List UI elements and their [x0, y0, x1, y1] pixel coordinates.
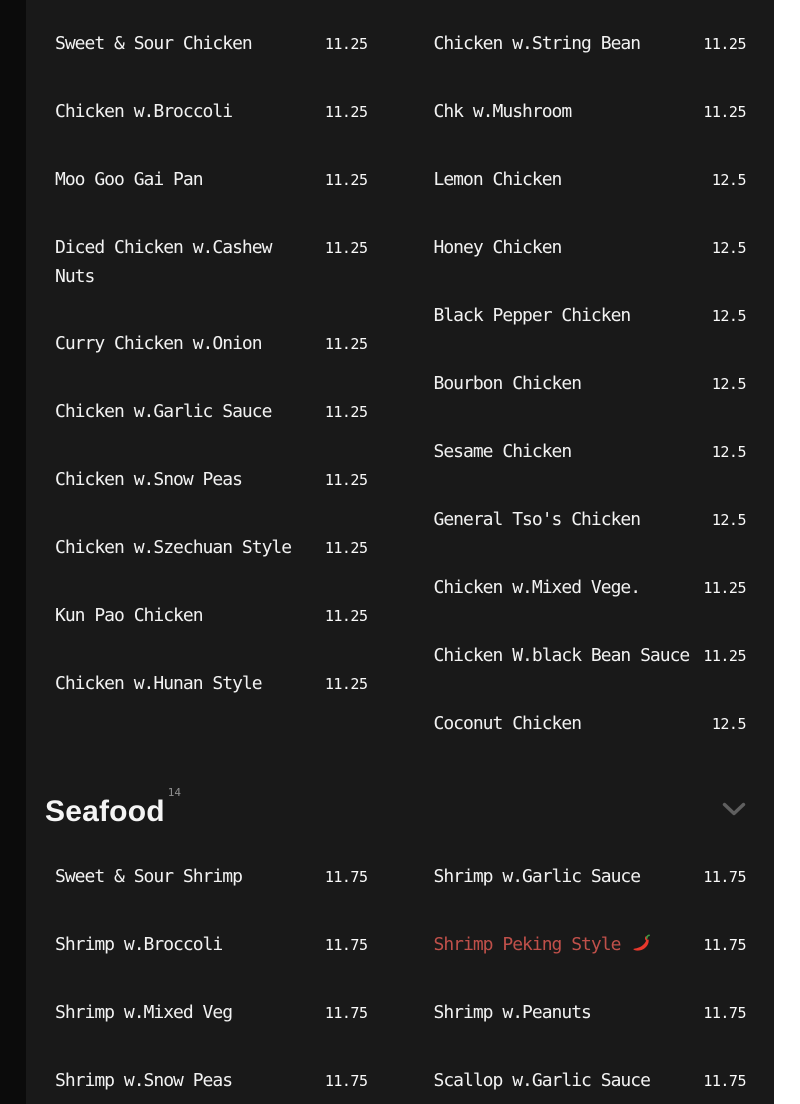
- menu-item-row[interactable]: [55, 911, 368, 979]
- section-item-count: 14: [167, 786, 181, 799]
- menu-item-name: Shrimp w.Peanuts: [433, 1002, 591, 1023]
- menu-item-name: Shrimp Peking Style: [434, 930, 696, 959]
- menu-item-name: Chicken w.Snow Peas: [55, 469, 242, 490]
- menu-item-price: 12.5: [711, 239, 746, 257]
- menu-item-price: 11.75: [324, 868, 368, 886]
- menu-column-left: [55, 843, 368, 1104]
- menu-item-name: Chicken w.Mixed Vege.: [433, 577, 641, 598]
- menu-item-price: 11.25: [324, 539, 368, 557]
- menu-item-row[interactable]: [434, 214, 747, 282]
- menu-item-name: Kun Pao Chicken: [55, 605, 203, 626]
- menu-item-name: Lemon Chicken: [433, 169, 562, 190]
- menu-item-name: Black Pepper Chicken: [433, 305, 631, 326]
- menu-item-name: Chk w.Mushroom: [433, 101, 572, 122]
- menu-item-row[interactable]: [55, 979, 368, 1047]
- menu-item-name: Chicken w.Broccoli: [55, 101, 233, 122]
- menu-item-row[interactable]: [434, 690, 747, 758]
- menu-item-row[interactable]: [55, 446, 368, 514]
- menu-item-name: Shrimp w.Snow Peas: [55, 1070, 233, 1091]
- menu-item-name: Sweet & Sour Shrimp: [55, 866, 242, 887]
- menu-item-price: 11.25: [703, 579, 746, 597]
- menu-item-row[interactable]: [434, 979, 747, 1047]
- menu-item-name: Curry Chicken w.Onion: [55, 333, 262, 354]
- menu-item-price: 12.5: [711, 715, 746, 733]
- menu-item-name: Diced Chicken w.Cashew Nuts: [55, 237, 272, 287]
- menu-item-row[interactable]: [55, 582, 368, 650]
- menu-section-chicken: [26, 10, 774, 758]
- menu-item-row[interactable]: [55, 146, 368, 214]
- menu-item-price: 11.75: [703, 1004, 746, 1022]
- menu-item-price: 11.25: [324, 675, 368, 693]
- menu-column-left: [55, 10, 368, 718]
- menu-item-price: 11.25: [324, 335, 368, 353]
- menu-item-price: 11.25: [703, 103, 746, 121]
- menu-item-row[interactable]: [55, 1047, 368, 1104]
- menu-column-right: [434, 843, 747, 1104]
- seafood-section-header[interactable]: [26, 758, 774, 843]
- chevron-down-icon: [722, 802, 746, 817]
- seafood-section-title: [45, 785, 181, 834]
- menu-item-price: 11.25: [324, 35, 368, 53]
- menu-item-price: 11.75: [324, 1072, 368, 1090]
- menu-item-price: 12.5: [711, 443, 746, 461]
- menu-item-row[interactable]: [55, 650, 368, 718]
- menu-item-price: 11.25: [703, 647, 746, 665]
- section-title-text: Seafood: [45, 795, 165, 828]
- menu-item-row[interactable]: [434, 554, 747, 622]
- menu-item-price: 11.25: [324, 403, 368, 421]
- menu-item-price: 11.75: [703, 1072, 746, 1090]
- section-columns: [26, 10, 774, 758]
- menu-item-row[interactable]: [434, 843, 747, 911]
- menu-item-name: Honey Chicken: [433, 237, 562, 258]
- left-edge-strip: [0, 0, 26, 1104]
- menu-item-name: Moo Goo Gai Pan: [55, 169, 203, 190]
- menu-item-price: 11.25: [324, 607, 368, 625]
- menu-item-name: Shrimp w.Garlic Sauce: [433, 866, 641, 887]
- menu-item-price: 11.25: [324, 239, 368, 257]
- menu-item-row[interactable]: [55, 10, 368, 78]
- menu-item-price: 11.75: [703, 936, 746, 954]
- menu-item-price: 11.25: [324, 103, 368, 121]
- menu-item-row[interactable]: [434, 146, 747, 214]
- menu-section-seafood: [26, 758, 774, 1104]
- menu-item-name: Chicken w.Szechuan Style: [55, 537, 292, 558]
- menu-item-row[interactable]: [434, 622, 747, 690]
- menu-item-row[interactable]: [434, 10, 747, 78]
- menu-item-row[interactable]: [55, 214, 368, 310]
- menu-column-right: [434, 10, 747, 758]
- menu-item-price: 11.25: [703, 35, 746, 53]
- menu-item-name: Shrimp w.Mixed Veg: [55, 1002, 233, 1023]
- menu-item-price: 12.5: [711, 375, 746, 393]
- right-edge-strip: [774, 0, 800, 1104]
- menu-item-row[interactable]: [434, 350, 747, 418]
- menu-item-name: Chicken w.String Bean: [433, 33, 641, 54]
- menu-item-name: Scallop w.Garlic Sauce: [433, 1070, 650, 1091]
- menu-item-price: 12.5: [711, 307, 746, 325]
- menu-item-name: Sesame Chicken: [433, 441, 572, 462]
- menu-item-price: 11.25: [324, 171, 368, 189]
- menu-item-row[interactable]: [434, 486, 747, 554]
- menu-item-row[interactable]: [434, 418, 747, 486]
- menu-item-name: Bourbon Chicken: [433, 373, 582, 394]
- menu-item-row[interactable]: [55, 378, 368, 446]
- menu-item-row[interactable]: [434, 78, 747, 146]
- menu-item-price: 12.5: [711, 171, 746, 189]
- menu-item-price: 11.75: [324, 1004, 368, 1022]
- menu-item-name: Chicken w.Garlic Sauce: [55, 401, 272, 422]
- menu-item-row[interactable]: [55, 78, 368, 146]
- menu-item-name: Chicken W.black Bean Sauce: [433, 645, 690, 666]
- menu-item-name: Coconut Chicken: [433, 713, 582, 734]
- menu-item-name: Chicken w.Hunan Style: [55, 673, 262, 694]
- menu-item-price: 11.25: [324, 471, 368, 489]
- menu-item-row[interactable]: [55, 843, 368, 911]
- menu-item-name: General Tso's Chicken: [433, 509, 641, 530]
- menu-item-name: Shrimp w.Broccoli: [55, 934, 223, 955]
- menu-item-name: Sweet & Sour Chicken: [55, 33, 252, 54]
- menu-item-price: 11.75: [324, 936, 368, 954]
- menu-item-row[interactable]: [434, 911, 747, 979]
- section-columns: [26, 843, 774, 1104]
- menu-item-row[interactable]: [434, 1047, 747, 1104]
- menu-item-price: 11.75: [703, 868, 746, 886]
- chili-pepper-icon: [630, 933, 651, 954]
- menu-panel: [26, 0, 774, 1104]
- menu-item-price: 12.5: [711, 511, 746, 529]
- menu-item-row[interactable]: [55, 514, 368, 582]
- menu-item-row[interactable]: [434, 282, 747, 350]
- menu-item-row[interactable]: [55, 310, 368, 378]
